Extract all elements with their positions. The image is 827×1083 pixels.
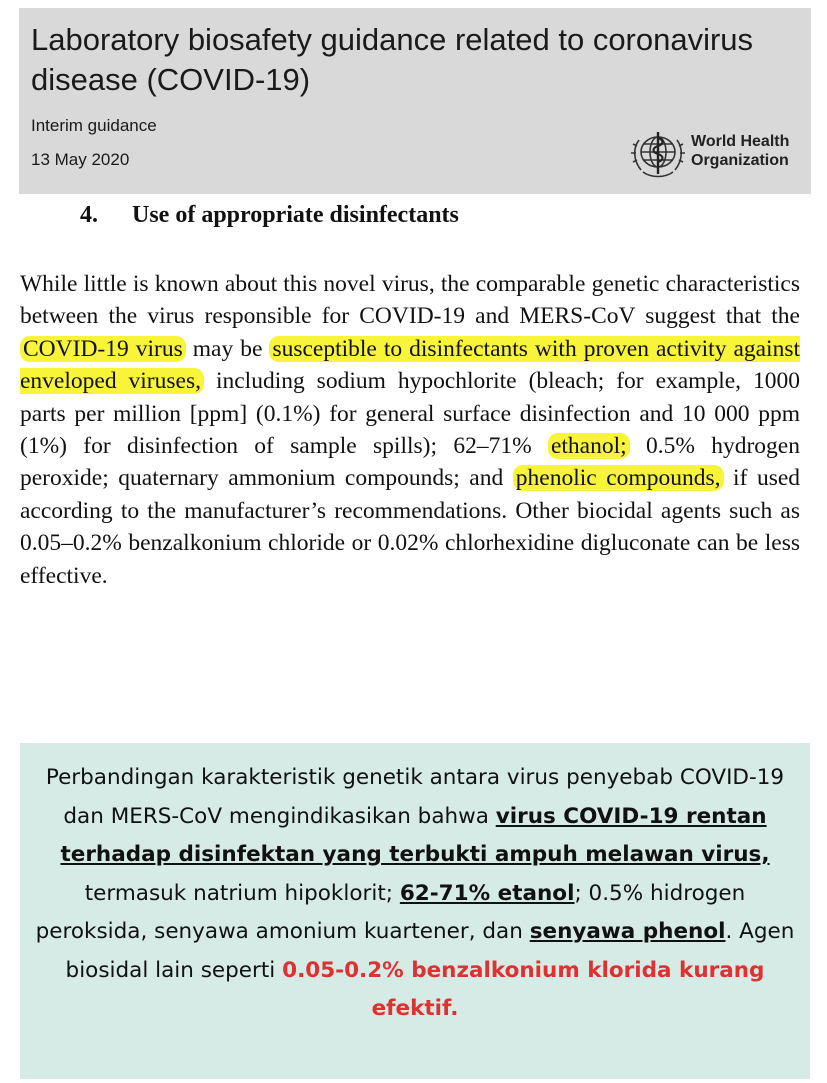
summary-emphasis-phenol: senyawa phenol — [529, 919, 726, 944]
summary-emphasis-etanol: 62-71% etanol — [399, 880, 575, 906]
summary-text-part: termasuk natrium hipoklorit; — [84, 880, 393, 906]
summary-emphasis-virus: virus COVID-19 rentan terhadap disinfektan yang terbukti ampuh melawan virus, — [60, 803, 770, 867]
document-subtitle: Interim guidance — [31, 116, 157, 135]
paragraph-text: may be — [192, 335, 263, 362]
translation-summary-box — [20, 743, 810, 1079]
summary-alert-benzalkonium: 0.05-0.2% benzalkonium klorida kurang efektif. — [282, 957, 765, 1021]
paragraph-text: While little is known about this novel virus, the comparable genetic characteristics between the virus responsible for COVID-19 and MERS-CoV suggest that the — [20, 271, 800, 330]
paragraph-text: 0.5% hydrogen peroxide; quaternary ammonium compounds; and — [20, 433, 800, 492]
section-title: Use of appropriate disinfectants — [132, 202, 459, 228]
who-name-line1: World Health — [691, 133, 790, 150]
document-header — [19, 8, 811, 194]
who-logo — [629, 126, 809, 182]
section-number: 4. — [80, 202, 98, 228]
who-name — [691, 132, 811, 170]
document-title: Laboratory biosafety guidance related to coronavirus disease (COVID-19) — [31, 22, 754, 97]
highlight-ethanol: ethanol; — [548, 433, 630, 459]
guidance-paragraph — [20, 268, 800, 592]
paragraph-text: including sodium hypochlorite (bleach; for example, 1000 parts per million [ppm] (0.1%) for general surface disinfection and 10 000 ppm (1%) for disinfection of sample spills); 62–71% — [20, 368, 801, 460]
summary-text — [34, 759, 796, 1029]
highlight-covid-virus: COVID-19 virus — [20, 336, 186, 362]
who-name-line2: Organization — [691, 152, 789, 169]
highlight-phenolic: phenolic compounds, — [513, 465, 724, 491]
who-emblem-icon — [629, 126, 687, 180]
summary-text-part: Perbandingan karakteristik genetik antara virus penyebab COVID-19 dan MERS-CoV mengindikasikan bahwa — [45, 765, 785, 829]
summary-text-part: ; 0.5% hidrogen peroksida, senyawa amonium kuartener, dan — [35, 880, 746, 944]
paragraph-text: if used according to the manufacturer’s recommendations. Other biocidal agents such as 0.05–0.2% benzalkonium chloride or 0.02% chlorhexidine digluconate can be less effective. — [20, 465, 801, 589]
section-heading — [80, 202, 459, 229]
highlight-susceptible: susceptible to disinfectants with proven activity against enveloped viruses, — [20, 335, 801, 395]
summary-text-part: . Agen biosidal lain seperti — [65, 919, 795, 983]
document-date: 13 May 2020 — [31, 150, 130, 169]
